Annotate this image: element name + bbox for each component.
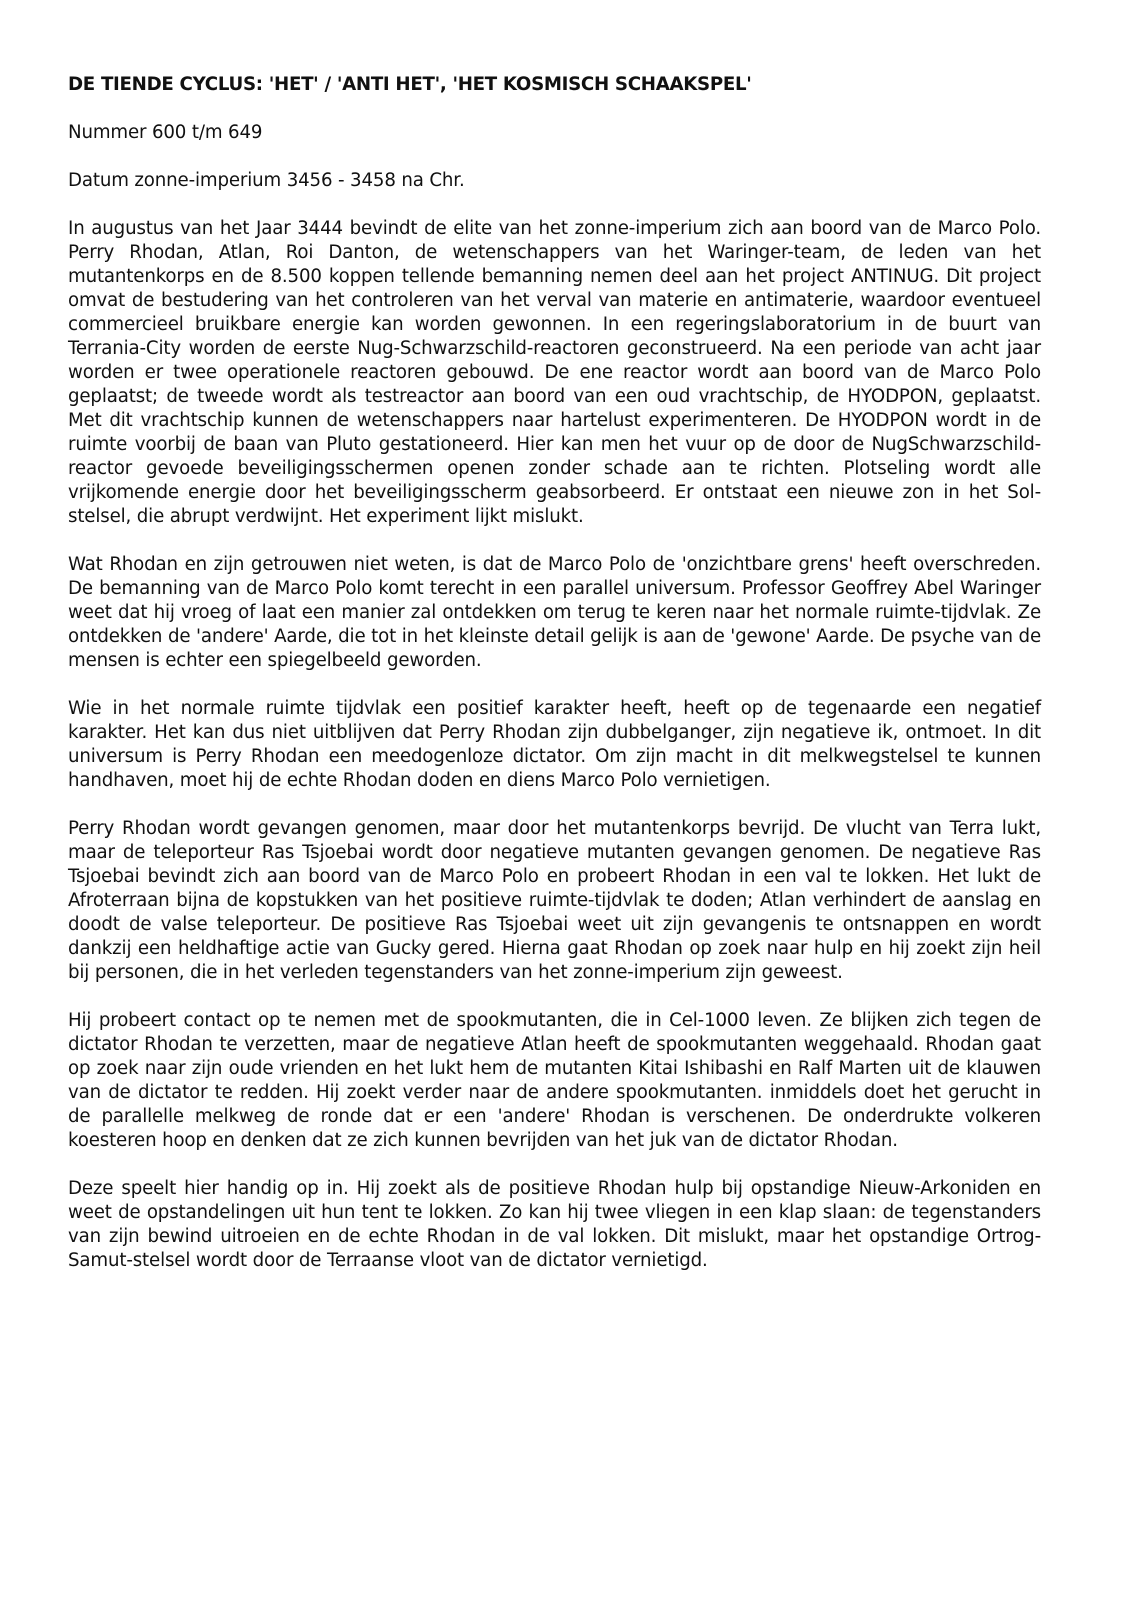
issue-number-range: Nummer 600 t/m 649 xyxy=(68,122,263,143)
date-range: Datum zonne-imperium 3456 - 3458 na Chr. xyxy=(68,170,465,191)
document-page xyxy=(68,73,1041,1297)
paragraph-nieuw-arkoniden: Deze speelt hier handig op in. Hij zoekt als de positieve Rhodan hulp bij opstandige Nieuw-Arkoniden en weet de opstandelingen uit hun tent te lokken. Zo kan hij twee vliegen in een klap slaan: de tegenstanders van zijn bewind uitroeien en de echte Rhodan in de val lokken. Dit mislukt, maar het opstandige Ortrog-Samut-stelsel wordt door de Terraanse vloot van de dictator vernietigd. xyxy=(68,1178,1041,1271)
paragraph-project-antinug: In augustus van het Jaar 3444 bevindt de elite van het zonne-imperium zich aan boord van de Marco Polo. Perry Rhodan, Atlan, Roi Danton, de wetenschappers van het Waringer-team, de leden van het mutantenkorps en de 8.500 koppen tellende bemanning nemen deel aan het project ANTINUG. Dit project omvat de bestudering van het controleren van het verval van materie en antimaterie, waardoor eventueel commercieel bruikbare energie kan worden gewonnen. In een regeringslaboratorium in de buurt van Terrania-City worden de eerste Nug-Schwarzschild-reactoren geconstrueerd. Na een periode van acht jaar worden er twee operationele reactoren gebouwd. De ene reactor wordt aan boord van de Marco Polo geplaatst; de tweede wordt als testreactor aan boord van een oud vrachtschip, de HYODPON, geplaatst. Met dit vrachtschip kunnen de wetenschappers naar hartelust experimenteren. De HYODPON wordt in de ruimte voorbij de baan van Pluto gestationeerd. Hier kan men het vuur op de door de NugSchwarzschild-reactor gevoede beveiligingsschermen openen zonder schade aan te richten. Plotseling wordt alle vrijkomende energie door het beveiligingsscherm geabsorbeerd. Er ontstaat een nieuwe zon in het Sol-stelsel, die abrupt verdwijnt. Het experiment lijkt mislukt. xyxy=(68,218,1041,527)
paragraph-capture-and-escape: Perry Rhodan wordt gevangen genomen, maar door het mutantenkorps bevrijd. De vlucht van Terra lukt, maar de teleporteur Ras Tsjoebai wordt door negatieve mutanten gevangen genomen. De negatieve Ras Tsjoebai bevindt zich aan boord van de Marco Polo en probeert Rhodan in een val te lokken. Het lukt de Afroterraan bijna de kopstukken van het positieve ruimte-tijdvlak te doden; Atlan verhindert de aanslag en doodt de valse teleporteur. De positieve Ras Tsjoebai weet uit zijn gevangenis te ontsnappen en wordt dankzij een heldhaftige actie van Gucky gered. Hierna gaat Rhodan op zoek naar hulp en hij zoekt zijn heil bij personen, die in het verleden tegenstanders van het zonne-imperium zijn geweest. xyxy=(68,818,1041,983)
document-title: DE TIENDE CYCLUS: 'HET' / 'ANTI HET', 'HET KOSMISCH SCHAAKSPEL' xyxy=(68,74,752,95)
paragraph-negative-character: Wie in het normale ruimte tijdvlak een positief karakter heeft, heeft op de tegenaarde een negatief karakter. Het kan dus niet uitblijven dat Perry Rhodan zijn dubbelganger, zijn negatieve ik, ontmoet. In dit universum is Perry Rhodan een meedogenloze dictator. Om zijn macht in dit melkwegstelsel te kunnen handhaven, moet hij de echte Rhodan doden en diens Marco Polo vernietigen. xyxy=(68,698,1041,791)
paragraph-spookmutanten: Hij probeert contact op te nemen met de spookmutanten, die in Cel-1000 leven. Ze blijken zich tegen de dictator Rhodan te verzetten, maar de negatieve Atlan heeft de spookmutanten weggehaald. Rhodan gaat op zoek naar zijn oude vrienden en het lukt hem de mutanten Kitai Ishibashi en Ralf Marten uit de klauwen van de dictator te redden. Hij zoekt verder naar de andere spookmutanten. inmiddels doet het gerucht in de parallelle melkweg de ronde dat er een 'andere' Rhodan is verschenen. De onderdrukte volkeren koesteren hoop en denken dat ze zich kunnen bevrijden van het juk van de dictator Rhodan. xyxy=(68,1010,1041,1151)
paragraph-parallel-universe: Wat Rhodan en zijn getrouwen niet weten, is dat de Marco Polo de 'onzichtbare grens' heeft overschreden. De bemanning van de Marco Polo komt terecht in een parallel universum. Professor Geoffrey Abel Waringer weet dat hij vroeg of laat een manier zal ontdekken om terug te keren naar het normale ruimte-tijdvlak. Ze ontdekken de 'andere' Aarde, die tot in het kleinste detail gelijk is aan de 'gewone' Aarde. De psyche van de mensen is echter een spiegelbeeld geworden. xyxy=(68,554,1041,671)
